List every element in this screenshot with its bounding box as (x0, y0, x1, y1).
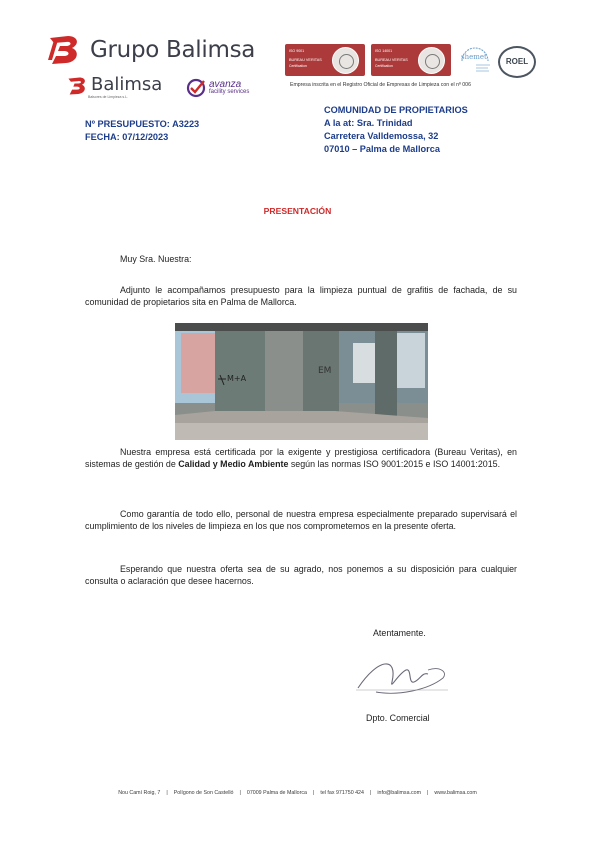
facade-photo-image (175, 323, 428, 440)
closing-salutation: Atentamente. (373, 628, 426, 638)
balimsa-tagline: Balsores de Limpieza s.L. (88, 95, 129, 99)
recipient-line: COMUNIDAD DE PROPIETARIOS (324, 105, 468, 115)
avanza-check-icon (186, 78, 206, 98)
recipient-line: 07010 – Palma de Mallorca (324, 144, 440, 154)
section-title: PRESENTACIÓN (263, 206, 332, 216)
cert-standard: ISO 14001 (375, 49, 393, 53)
paragraph-text: Nuestra empresa está certificada por la exigente y prestigiosa certificadora (Bureau Veritas), en sistemas de gestión de (85, 447, 517, 469)
quote-date (85, 131, 168, 144)
facade-graffiti-photo (175, 323, 428, 440)
brand-name: Grupo Balimsa (90, 37, 256, 63)
footer-address: Nou Camí Roig, 7 (118, 790, 161, 796)
paragraph-bold-text: Calidad y Medio Ambiente (178, 459, 289, 469)
roel-label: ROEL (505, 57, 529, 66)
roel-badge (498, 46, 536, 78)
cert-label: Certification (375, 64, 393, 68)
footer-web: www.balimsa.com (434, 790, 477, 796)
paragraph-text: según las normas ISO 9001:2015 e ISO 14001:2015. (288, 459, 501, 469)
paragraph-closing: Esperando que nuestra oferta sea de su agrado, nos ponemos a su disposición para cualquier consulta o aclaración que desee hacernos. (85, 564, 517, 586)
cert-label: Certification (289, 64, 307, 68)
cert-iso14001-badge (371, 44, 451, 76)
graffiti-mark: EM (318, 366, 332, 376)
balimsa-logo (66, 74, 163, 99)
graffiti-mark: M+A (227, 374, 247, 383)
paragraph-intro: Adjunto le acompañamos presupuesto para la limpieza puntual de grafitis de fachada, de su comunidad de propietarios sita en Palma de Mallorca. (85, 285, 517, 307)
bureau-veritas-seal-icon (332, 47, 359, 74)
paragraph-certification (85, 446, 517, 470)
recipient-line: A la at: Sra. Trinidad (324, 118, 413, 128)
quote-number-label: Nº PRESUPUESTO: (85, 119, 170, 129)
paragraph-guarantee: Como garantía de todo ello, personal de nuestra empresa especialmente preparado supervisará el cumplimiento de los niveles de limpieza en los que nos comprometemos en la presente oferta. (85, 509, 517, 531)
footer-email: info@balimsa.com (377, 790, 421, 796)
cert-iso9001-badge (285, 44, 365, 76)
quote-number-value: A3223 (172, 119, 200, 129)
quote-number (85, 118, 199, 131)
grupo-balimsa-logo (46, 34, 255, 66)
balimsa-mark-icon (46, 34, 82, 66)
cert-body: BUREAU VERITAS (289, 58, 322, 62)
balimsa-small-mark-icon (66, 76, 88, 96)
shemet-badge (458, 45, 492, 79)
registry-note: Empresa inscrita en el Registro Oficial de Empresas de Limpieza con el nº 006 (290, 82, 471, 88)
salutation: Muy Sra. Nuestra: (120, 254, 192, 264)
avanza-sub: facility services (209, 89, 250, 95)
shemet-name: shemet (461, 53, 487, 61)
balimsa-sub-name: Balimsa (91, 74, 163, 95)
footer: Nou Camí Roig, 7 | Polígono de Son Castelló | 07009 Palma de Mallorca | tel fax 971750 424 | info@balimsa.com | www.balimsa.com (118, 790, 477, 796)
quote-date-value: 07/12/2023 (122, 132, 169, 142)
recipient-line: Carretera Valldemossa, 32 (324, 131, 439, 141)
avanza-logo (186, 78, 249, 98)
quote-date-label: FECHA: (85, 132, 120, 142)
bureau-veritas-seal-icon (418, 47, 445, 74)
cert-standard: ISO 9001 (289, 49, 305, 53)
recipient-block (324, 104, 468, 156)
handwritten-signature-icon (348, 652, 463, 698)
footer-city: 07009 Palma de Mallorca (246, 790, 307, 796)
footer-area: Polígono de Son Castelló (173, 790, 234, 796)
signature-label: Dpto. Comercial (366, 713, 430, 723)
avanza-name: avanza (209, 79, 242, 90)
cert-body: BUREAU VERITAS (375, 58, 408, 62)
footer-phone: tel fax 971750 424 (320, 790, 364, 796)
shemet-arc-icon (458, 45, 492, 79)
